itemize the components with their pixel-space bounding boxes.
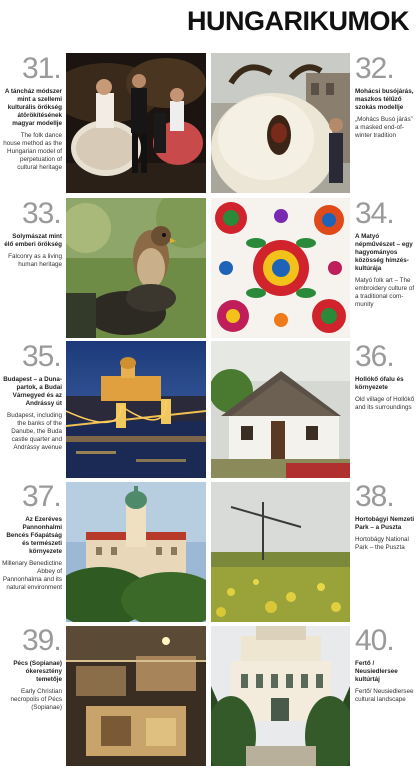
item-title-en: Falconry as a living human heritage — [8, 253, 62, 268]
item-number-34: 34. — [355, 197, 394, 230]
photo-matyo-embroidery — [211, 198, 350, 338]
photo-pecs-necropolis — [66, 626, 206, 766]
item-number-40: 40. — [355, 624, 394, 657]
item-text-37 — [2, 516, 62, 592]
item-title-en: The folk dance house method as the Hungarian model of perpetuation of cultural heritage — [3, 132, 62, 171]
item-title-hu: Az Ezeréves Pannonhalmi Bencés Főapátság és természeti környezete — [6, 516, 62, 555]
item-title-hu: A Matyó népművészet – egy hagyományos közösség hímzés-kultúrája — [355, 233, 413, 272]
page-title: HUNGARIKUMOK — [187, 6, 409, 36]
item-title-en: Matyó folk art – The embroidery culture of a traditional com-munity — [355, 277, 415, 308]
item-number-38: 38. — [355, 480, 394, 513]
item-title-hu: A táncház módszer mint a szellemi kulturális örökség átörökítésének magyar modellje — [4, 88, 62, 127]
photo-buso-mask — [211, 53, 350, 193]
item-number-36: 36. — [355, 340, 394, 373]
item-number-37: 37. — [22, 480, 61, 513]
item-title-hu: Solymászat mint élő emberi örökség — [4, 233, 62, 248]
photo-hortobagy-puszta — [211, 482, 350, 622]
item-title-hu: Fertő / Neusiedlersee kultúrtáj — [355, 660, 398, 683]
item-title-en: Fertő/ Neusiedlersee cultural landscape — [355, 688, 414, 703]
item-title-en: Hortobágy National Park – the Puszta — [355, 536, 409, 551]
item-number-35: 35. — [22, 340, 61, 373]
photo-ferto-landscape — [211, 626, 350, 766]
item-number-32: 32. — [355, 52, 394, 85]
item-number-31: 31. — [22, 52, 61, 85]
photo-pannonhalma-abbey — [66, 482, 206, 622]
photo-budapest-danube — [66, 341, 206, 478]
item-number-39: 39. — [22, 624, 61, 657]
item-title-hu: Pécs (Sopianae) ókeresztény temetője — [13, 660, 62, 683]
item-text-36 — [355, 376, 415, 412]
item-title-en: Early Christian necropolis of Pécs (Sopianae) — [10, 688, 62, 711]
item-text-34 — [355, 233, 415, 309]
photo-folk-dance — [66, 53, 206, 193]
photo-falconry — [66, 198, 206, 338]
item-text-33 — [2, 233, 62, 269]
item-title-en: Old village of Hollókő and its surroundings — [355, 396, 415, 411]
item-title-hu: Budapest – a Duna-partok, a Budai Várnegyed és az Andrássy út — [3, 376, 62, 407]
item-number-33: 33. — [22, 197, 61, 230]
item-title-hu: Mohácsi busójárás, maszkos télűző szokás modellje — [355, 88, 414, 111]
item-text-38 — [355, 516, 415, 552]
item-text-31 — [2, 88, 62, 172]
item-title-hu: Hortobágyi Nemzeti Park – a Puszta — [355, 516, 415, 531]
item-title-en: Millenary Benedictine Abbey of Pannonhalma and its natural environment — [2, 560, 62, 591]
item-title-hu: Hollókő ófalu és környezete — [355, 376, 404, 391]
item-title-en: Budapest, including the banks of the Danube, the Buda castle quarter and Andrássy avenue — [7, 412, 62, 451]
item-title-en: „Mohács Busó járás” a masked end-of-winter tradition — [355, 116, 413, 139]
item-text-35 — [2, 376, 62, 452]
item-text-39 — [2, 660, 62, 712]
item-text-32 — [355, 88, 415, 140]
photo-holloko-village — [211, 341, 350, 478]
item-text-40 — [355, 660, 415, 704]
